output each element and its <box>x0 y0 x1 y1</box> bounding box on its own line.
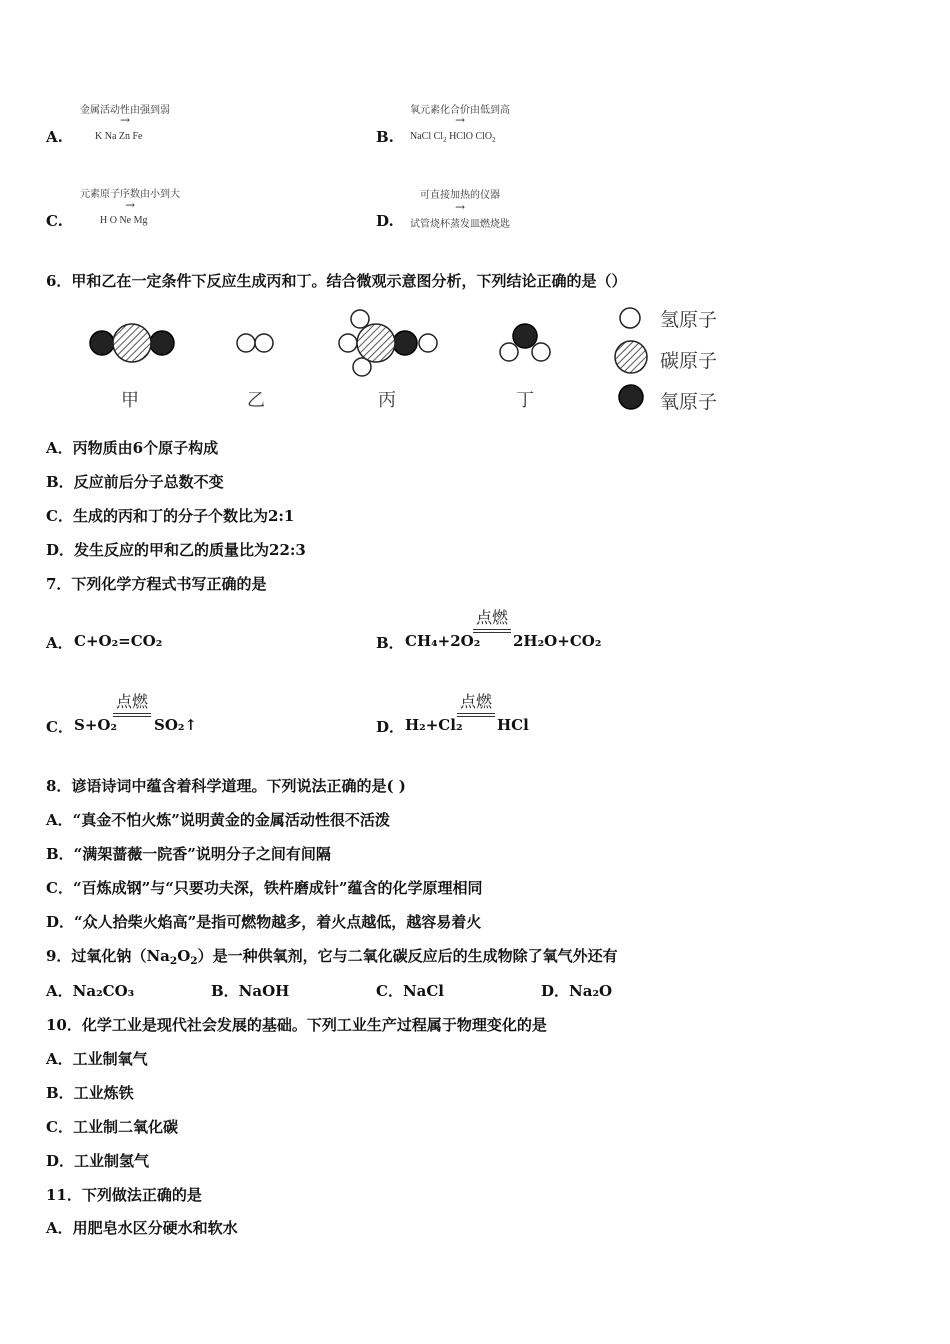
option-sequence: NaCl $Cl_2$ HClO ClO$_2$ <box>410 131 496 144</box>
q8-option-a: A．“真金不怕火炼”说明黄金的金属活动性很不活泼 <box>46 811 390 829</box>
equation: C+O₂=CO₂ <box>74 632 163 650</box>
q8-option-c: C．“百炼成钢”与“只要功夫深，铁杵磨成针”蕴含的化学原理相同 <box>46 879 483 897</box>
q9-option-b: B．NaOH <box>211 982 290 1000</box>
q10-option-d: D．工业制氢气 <box>46 1152 150 1170</box>
equation-reactants: CH₄+2O₂ <box>405 632 481 650</box>
option-letter: C． <box>46 718 73 736</box>
q6-option-c: C．生成的丙和丁的分子个数比为2:1 <box>46 507 295 525</box>
q6-stem: 6．甲和乙在一定条件下反应生成丙和丁。结合微观示意图分析，下列结论正确的是（） <box>46 272 627 290</box>
option-letter: D． <box>376 718 405 736</box>
equation-reactants: S+O₂ <box>74 716 118 734</box>
q11-stem: 11．下列做法正确的是 <box>46 1186 202 1204</box>
option-letter: D. <box>376 212 394 230</box>
option-sequence: 试管烧杯蒸发皿燃烧匙 <box>410 219 510 230</box>
molecule-label-jia: 甲 <box>121 390 139 411</box>
equation-products: HCl <box>497 716 529 734</box>
right-arrow-icon: → <box>455 200 466 214</box>
option-letter: A． <box>46 634 73 652</box>
q7-stem: 7．下列化学方程式书写正确的是 <box>46 575 267 593</box>
option-letter: B. <box>376 128 394 146</box>
q6-option-b: B．反应前后分子总数不变 <box>46 473 224 491</box>
reaction-condition: 点燃 <box>456 689 496 717</box>
option-sequence: K Na Zn Fe <box>95 131 143 142</box>
molecule-yi-h2 <box>237 334 273 352</box>
q10-option-a: A．工业制氧气 <box>46 1050 148 1068</box>
option-caption: 金属活动性由强到弱 <box>80 105 170 116</box>
q6-option-a: A．丙物质由6个原子构成 <box>46 439 219 457</box>
equation-reactants: H₂+Cl₂ <box>405 716 463 734</box>
q6-option-d: D．发生反应的甲和乙的质量比为22:3 <box>46 541 306 559</box>
equation-products: 2H₂O+CO₂ <box>513 632 602 650</box>
legend-oxygen-label: 氧原子 <box>660 391 718 413</box>
q10-option-c: C．工业制二氧化碳 <box>46 1118 178 1136</box>
q9-option-d: D．Na₂O <box>541 982 613 1000</box>
molecule-jia-co2 <box>90 324 174 362</box>
option-letter: A. <box>46 128 63 146</box>
q10-option-b: B．工业炼铁 <box>46 1084 134 1102</box>
legend-oxygen-icon <box>619 385 643 409</box>
q11-option-a: A．用肥皂水区分硬水和软水 <box>46 1219 238 1237</box>
q9-option-c: C．NaCl <box>376 982 445 1000</box>
legend-hydrogen-label: 氢原子 <box>660 309 718 331</box>
equation-products: SO₂↑ <box>154 716 198 734</box>
q8-option-b: B．“满架蔷薇一院香”说明分子之间有间隔 <box>46 845 331 863</box>
reaction-condition: 点燃 <box>472 605 512 633</box>
q9-option-a: A．Na₂CO₃ <box>46 982 135 1000</box>
option-sequence: H O Ne Mg <box>100 215 148 226</box>
q9-stem: 9．过氧化钠$(Na_2O_2)$是一种供氧剂，它与二氧化碳反应后的生成物除了氧气外还有 <box>46 947 618 967</box>
molecule-label-ding: 丁 <box>516 390 534 411</box>
right-arrow-icon: → <box>120 113 131 127</box>
option-caption: 氧元素化合价由低到高 <box>410 105 510 116</box>
molecule-label-yi: 乙 <box>247 390 265 411</box>
reaction-condition: 点燃 <box>112 689 152 717</box>
right-arrow-icon: → <box>125 198 136 212</box>
option-letter: B． <box>376 634 404 652</box>
q10-stem: 10．化学工业是现代社会发展的基础。下列工业生产过程属于物理变化的是 <box>46 1016 547 1034</box>
option-caption: 元素原子序数由小到大 <box>80 189 180 200</box>
molecule-ding-h2o <box>500 324 550 361</box>
option-letter: C. <box>46 212 63 230</box>
legend-hydrogen-icon <box>620 308 640 328</box>
q8-option-d: D．“众人拾柴火焰高”是指可燃物越多，着火点越低，越容易着火 <box>46 913 482 931</box>
molecule-bing-ch3oh <box>339 310 437 376</box>
option-caption: 可直接加热的仪器 <box>420 190 500 201</box>
q8-stem: 8．谚语诗词中蕴含着科学道理。下列说法正确的是( ) <box>46 777 406 795</box>
legend-carbon-label: 碳原子 <box>660 350 718 372</box>
right-arrow-icon: → <box>455 113 466 127</box>
q6-molecule-diagram <box>80 300 740 425</box>
legend-carbon-icon <box>615 341 647 373</box>
molecule-label-bing: 丙 <box>378 390 396 411</box>
